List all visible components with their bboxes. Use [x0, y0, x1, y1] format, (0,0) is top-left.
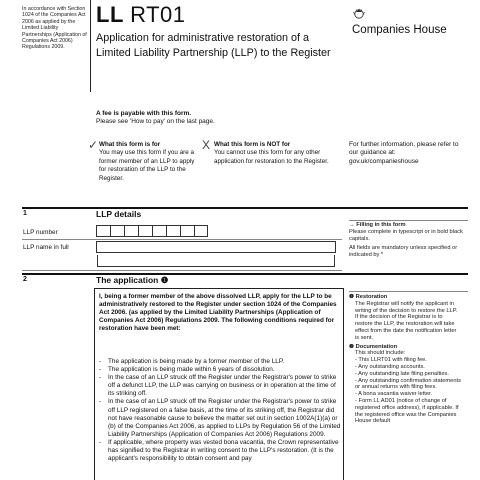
- documentation-guide-title: ❷ Documentation: [349, 343, 398, 350]
- section-2-title: The application ❶: [96, 275, 169, 285]
- llp-name-input-line-2[interactable]: [97, 255, 335, 267]
- restoration-guide: [349, 294, 461, 425]
- fee-title: A fee is payable with this form.: [96, 110, 192, 117]
- llp-number-input[interactable]: [96, 225, 208, 237]
- section-1-number: 1: [23, 210, 27, 217]
- guide-divider: [349, 220, 468, 221]
- brand-name: Companies House: [352, 24, 447, 36]
- further-info: For further information, please refer to our guidance at: gov.uk/companieshouse: [349, 141, 459, 165]
- filling-guide-title: → Filling in this form: [349, 222, 406, 228]
- section-2-number: 2: [23, 276, 27, 283]
- form-not-for-title: What this form is NOT for: [214, 141, 291, 148]
- conditions-list: [99, 358, 341, 463]
- form-for-text: You may use this form if you are a former member of an LLP to apply for restoration of the LLP to the Register.: [99, 149, 195, 182]
- llp-name-label: LLP name in full: [23, 244, 69, 251]
- condition-item: - The application is being made by a former member of the LLP.: [99, 358, 341, 366]
- condition-item: - The application is being made within 6 years of dissolution.: [99, 366, 341, 374]
- digit-box[interactable]: [110, 225, 124, 237]
- form-title: Application for administrative restoration of a Limited Liability Partnership (LLP) to the Register: [96, 32, 331, 59]
- header-divider: [90, 0, 91, 92]
- llp-name-input[interactable]: [96, 241, 336, 253]
- guide-divider: [349, 291, 468, 292]
- section-2-bar: [22, 273, 468, 275]
- field-divider: [22, 239, 342, 240]
- restoration-guide-title: ❶ Restoration: [349, 294, 388, 300]
- llp-number-label: LLP number: [23, 229, 58, 236]
- condition-item: - In the case of an LLP struck off the Register under the Registrar's power to strike off a defunct LLP, the LLP was carrying on business or in operation at the time of its striking off.: [99, 374, 341, 398]
- section-1-title: LLP details: [96, 209, 142, 219]
- digit-box[interactable]: [138, 225, 152, 237]
- digit-box[interactable]: [124, 225, 138, 237]
- fee-notice: [96, 110, 215, 126]
- form-code: [96, 1, 186, 29]
- digit-box[interactable]: [96, 225, 110, 237]
- digit-box[interactable]: [180, 225, 194, 237]
- digit-box[interactable]: [194, 225, 208, 237]
- field-divider: [22, 270, 342, 271]
- documentation-item: - Form LL AD01 (notice of change of registered office address), if applicable. If the registered office was the Companies House default: [355, 397, 459, 425]
- form-prefix: LL: [96, 2, 124, 27]
- form-not-for-text: You cannot use this form for any other application for restoration to the Register.: [214, 149, 329, 165]
- fee-note: Please see 'How to pay' on the last page.: [96, 118, 215, 125]
- section-1-bar: [22, 207, 468, 209]
- form-for-title: What this form is for: [99, 141, 161, 148]
- check-icon: ✓: [88, 138, 99, 152]
- form-for-block: [99, 141, 199, 183]
- declaration-text: I, being a former member of the above dissolved LLP, apply for the LLP to be administratively restored to the Register under section 1024 of the Companies Act 2006. (as applied by the Limited Liability Partnerships (Application of Companies Act 2006) Regulations 2009. The following conditions required for restoration have been met:: [99, 293, 337, 333]
- digit-box[interactable]: [166, 225, 180, 237]
- documentation-item: - This LLRT01 with filing fee.: [355, 357, 427, 364]
- documentation-item: - Any outstanding late filing penalties.: [355, 370, 449, 377]
- filling-guide: [349, 222, 467, 259]
- condition-item: - If applicable, where property was vested bona vacantia, the Crown representative has signified to the Registrar in writing consent to the LLP's restoration. (It is the applicant's responsibility to obtain consent and pay: [99, 439, 341, 463]
- condition-item: - In the case of an LLP struck off the Register under the Registrar's power to strike off LLP registered on a false basis, at the time of its striking off, the Registrar did not have reasonable cause to believe the matter set out in section 1002A(1)(a) or (b) of the Companies Act 2006, as applied to LLPs by Regulation 56 of the Limited Liability Partnerships (Application of Companies Act 2006) Regulations 2009.: [99, 398, 341, 438]
- companies-house-logo: [352, 6, 468, 62]
- royal-crest-icon: [352, 6, 366, 20]
- restoration-guide-text: The Registrar will notify the applicant in writing of the decision to restore the LLP. If the decision of the Registrar is to restore the LLP, the restoration will take effect from the date the notification letter is sent.: [355, 300, 458, 341]
- documentation-item: - Any outstanding accounts.: [355, 363, 425, 370]
- cross-icon: X: [202, 138, 211, 152]
- legal-note: In accordance with Section 1024 of the Companies Act 2006 as applied by the Limited Liability Partnerships (Application of Companies Act 2006) Regulations 2009.: [22, 6, 87, 51]
- form-not-for-block: [214, 141, 334, 166]
- documentation-guide-intro: This should include:: [355, 350, 406, 357]
- filling-guide-text-2: All fields are mandatory unless specified or indicated by *: [349, 245, 458, 259]
- form-number: RT01: [130, 2, 186, 27]
- documentation-item: - Any outstanding confirmation statements or annual returns with filing fees.: [355, 377, 461, 391]
- digit-box[interactable]: [152, 225, 166, 237]
- filling-guide-text-1: Please complete in typescript or in bold black capitals.: [349, 228, 463, 242]
- documentation-item: - A bona vacantia waiver letter.: [355, 391, 433, 398]
